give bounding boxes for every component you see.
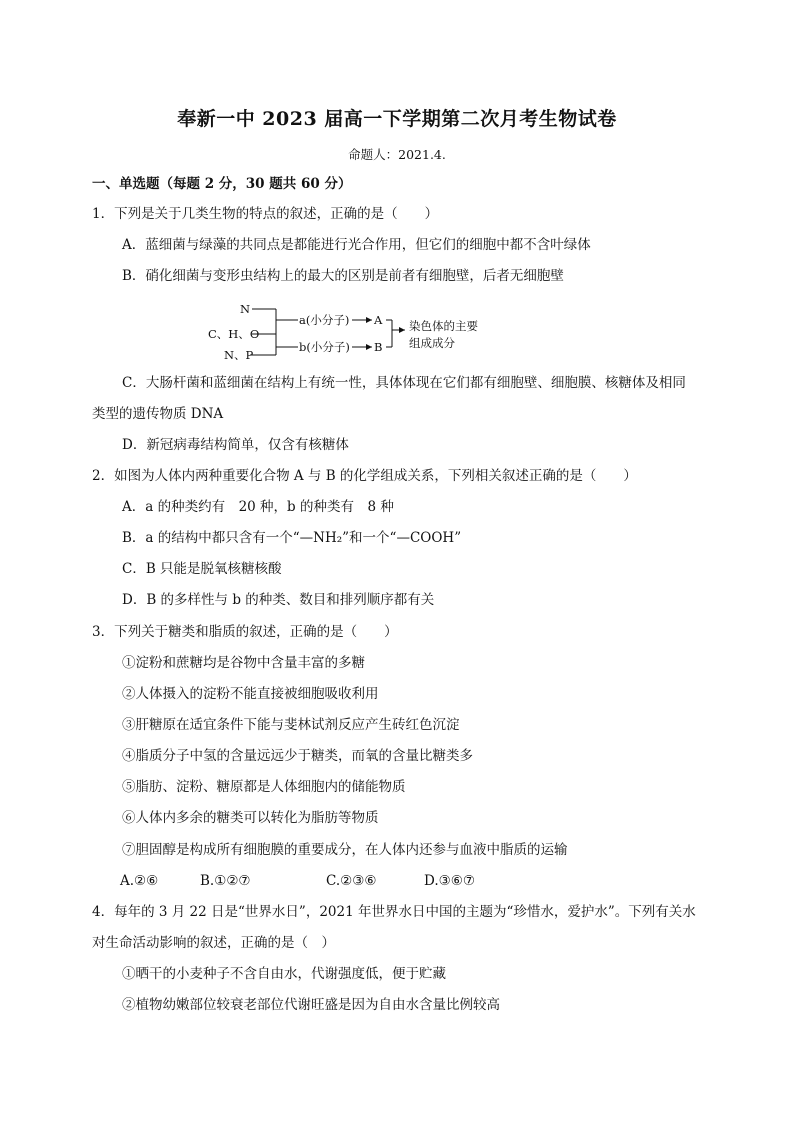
- q2-option-b: B．a 的结构中都只含有一个“—NH₂”和一个“—COOH”: [122, 530, 462, 546]
- q4-item: ②植物幼嫩部位较衰老部位代谢旺盛是因为自由水含量比例较高: [122, 997, 500, 1013]
- q1-stem: 1．下列是关于几类生物的特点的叙述，正确的是（ ）: [92, 206, 439, 222]
- q2-option-c: C．B 只能是脱氧核糖核酸: [122, 561, 282, 577]
- q4-stem-line1: 4．每年的 3 月 22 日是“世界水日”，2021 年世界水日中国的主题为“珍惜水，爱护水”。下列有关水: [92, 904, 696, 920]
- diagram-label-2: 组成成分: [409, 336, 455, 350]
- q3-item: ①淀粉和蔗糖均是谷物中含量丰富的多糖: [122, 655, 365, 671]
- q1-option-d: D．新冠病毒结构简单，仅含有核糖体: [122, 437, 349, 453]
- q4-stem-line2: 对生命活动影响的叙述，正确的是（ ）: [92, 935, 335, 951]
- q2-option-d: D．B 的多样性与 b 的种类、数目和排列顺序都有关: [122, 592, 435, 608]
- diagram-b: b(小分子): [299, 340, 350, 354]
- page-title: 奉新一中 2023 届高一下学期第二次月考生物试卷: [177, 108, 617, 130]
- compound-diagram: [202, 300, 502, 362]
- diagram-np: N、P: [224, 348, 254, 362]
- author-line: 命题人：2021.4.: [348, 147, 446, 162]
- diagram-a: a(小分子): [299, 313, 350, 327]
- diagram-n: N: [240, 302, 251, 316]
- q3-option-d: D.③⑥⑦: [424, 873, 475, 889]
- q3-option-a: A.②⑥: [120, 873, 159, 889]
- q3-item: ④脂质分子中氢的含量远远少于糖类，而氧的含量比糖类多: [122, 748, 473, 764]
- q2-stem: 2．如图为人体内两种重要化合物 A 与 B 的化学组成关系，下列相关叙述正确的是（ ）: [92, 468, 637, 484]
- section-heading: 一、单选题（每题 2 分，30 题共 60 分）: [92, 176, 352, 192]
- q3-item: ②人体摄入的淀粉不能直接被细胞吸收利用: [122, 686, 379, 702]
- q1-option-b: B．硝化细菌与变形虫结构上的最大的区别是前者有细胞壁，后者无细胞壁: [122, 268, 564, 284]
- diagram-cho: C、H、O: [208, 327, 260, 341]
- diagram-A: A: [374, 313, 383, 327]
- diagram-label-1: 染色体的主要: [409, 319, 478, 333]
- q3-item: ⑦胆固醇是构成所有细胞膜的重要成分，在人体内还参与血液中脂质的运输: [122, 842, 568, 858]
- q3-item: ⑤脂肪、淀粉、糖原都是人体细胞内的储能物质: [122, 779, 406, 795]
- q3-option-b: B.①②⑦: [200, 873, 251, 889]
- diagram-B: B: [374, 340, 383, 354]
- q3-option-c: C.②③⑥: [326, 873, 377, 889]
- q1-option-a: A．蓝细菌与绿藻的共同点是都能进行光合作用，但它们的细胞中都不含叶绿体: [122, 237, 591, 253]
- q3-stem: 3．下列关于糖类和脂质的叙述，正确的是（ ）: [92, 624, 398, 640]
- q3-item: ⑥人体内多余的糖类可以转化为脂肪等物质: [122, 810, 379, 826]
- q1-option-c-line2: 类型的遗传物质 DNA: [92, 406, 224, 422]
- q3-item: ③肝糖原在适宜条件下能与斐林试剂反应产生砖红色沉淀: [122, 717, 460, 733]
- q2-option-a: A．a 的种类约有 20 种，b 的种类有 8 种: [122, 499, 394, 515]
- q1-option-c-line1: C．大肠杆菌和蓝细菌在结构上有统一性，具体体现在它们都有细胞壁、细胞膜、核糖体及相同: [122, 375, 686, 391]
- q4-item: ①晒干的小麦种子不含自由水，代谢强度低，便于贮藏: [122, 966, 446, 982]
